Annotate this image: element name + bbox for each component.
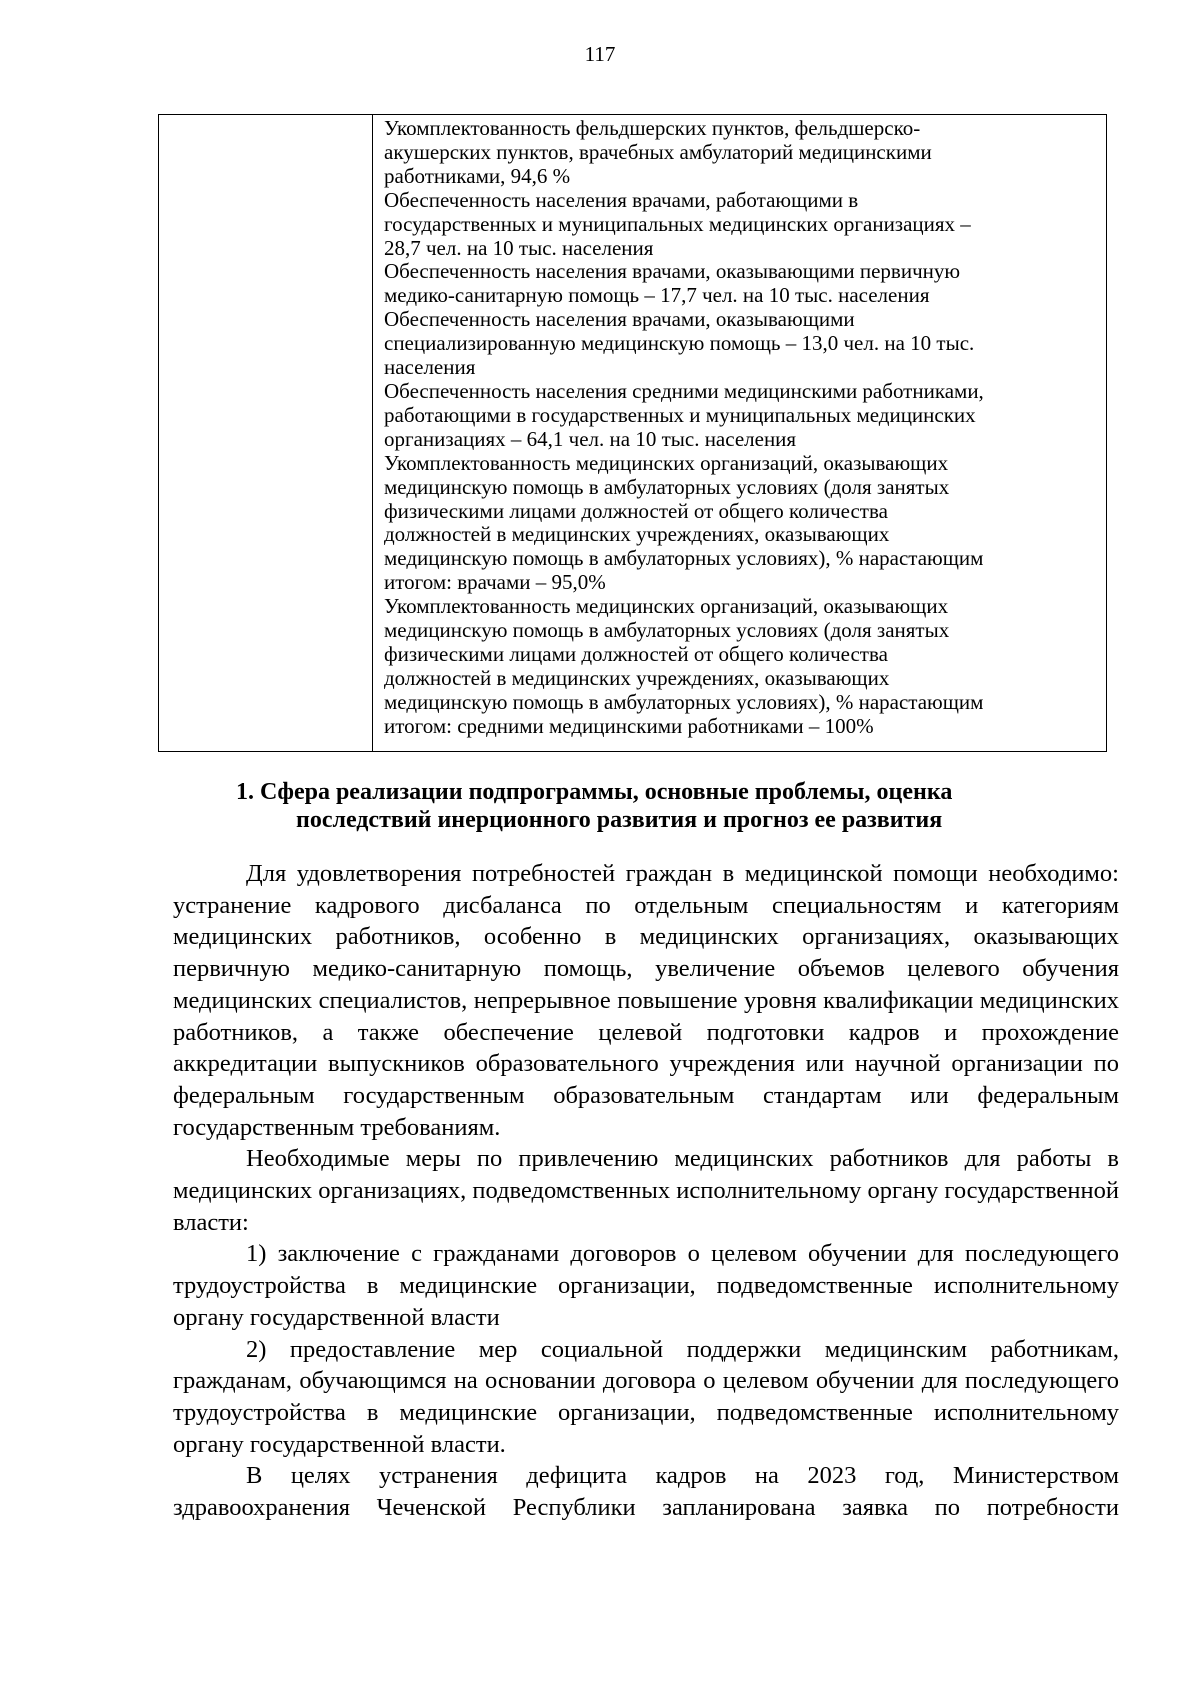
section-heading-line: последствий инерционного развития и прогноз ее развития bbox=[296, 807, 943, 833]
indicator-line: Укомплектованность медицинских организаций, оказывающих bbox=[384, 594, 949, 619]
table-cell-left bbox=[159, 115, 373, 752]
indicator-line: организациях – 64,1 чел. на 10 тыс. населения bbox=[384, 426, 797, 451]
indicator-line: должностей в медицинских учреждениях, оказывающих bbox=[384, 522, 890, 547]
paragraph: Для удовлетворения потребностей граждан в медицинской помощи необходимо: устранение кадрового дисбаланса по отдельным специальностям и категориям медицинских работников, особенно в медицинских организациях, оказывающих первичную медико-санитарную помощь, увеличение объемов целевого обучения медицинских специалистов, непрерывное повышение уровня квалификации медицинских работников, а также обеспечение целевой подготовки кадров и прохождение аккредитации выпускников образовательного учреждения или научной организации по федеральным государственным образовательным стандартам или федеральным государственным требованиям. bbox=[173, 860, 1119, 1141]
table-cell-indicators bbox=[373, 115, 1107, 752]
indicator-line: должностей в медицинских учреждениях, оказывающих bbox=[384, 665, 890, 690]
indicator-line: Обеспеченность населения врачами, работающими в bbox=[384, 187, 859, 212]
indicator-line: Обеспеченность населения врачами, оказывающими первичную bbox=[384, 259, 961, 284]
indicator-line: медицинскую помощь в амбулаторных условиях), % нарастающим bbox=[384, 689, 984, 714]
paragraph: 1) заключение с гражданами договоров о целевом обучении для последующего трудоустройства в медицинские организации, подведомственные исполнительному органу государственной власти bbox=[173, 1240, 1119, 1331]
section-heading-line: 1. Сфера реализации подпрограммы, основные проблемы, оценка bbox=[236, 779, 953, 805]
indicator-line: медицинскую помощь в амбулаторных условиях), % нарастающим bbox=[384, 546, 984, 571]
indicator-line: Укомплектованность медицинских организаций, оказывающих bbox=[384, 450, 949, 475]
paragraph: 2) предоставление мер социальной поддержки медицинским работникам, гражданам, обучающимся на основании договора о целевом обучении для последующего трудоустройства в медицинские организации, подведомственные исполнительному органу государственной власти. bbox=[173, 1335, 1119, 1458]
indicator-line: медико-санитарную помощь – 17,7 чел. на 10 тыс. населения bbox=[384, 283, 930, 308]
indicator-line: специализированную медицинскую помощь – 13,0 чел. на 10 тыс. bbox=[384, 331, 975, 356]
indicator-line: работающими в государственных и муниципальных медицинских bbox=[384, 402, 976, 427]
indicator-line: населения bbox=[384, 355, 476, 380]
indicator-line: государственных и муниципальных медицинских организациях – bbox=[384, 211, 971, 236]
indicator-line: медицинскую помощь в амбулаторных условиях (доля занятых bbox=[384, 474, 950, 499]
indicator-line: акушерских пунктов, врачебных амбулаторий медицинскими bbox=[384, 139, 932, 164]
indicator-list bbox=[373, 115, 1106, 739]
indicator-line: физическими лицами должностей от общего количества bbox=[384, 641, 888, 666]
indicator-table bbox=[158, 114, 1107, 752]
indicator-line: Обеспеченность населения средними медицинскими работниками, bbox=[384, 378, 984, 403]
indicator-line: Обеспеченность населения врачами, оказывающими bbox=[384, 307, 855, 332]
indicator-line: медицинскую помощь в амбулаторных условиях (доля занятых bbox=[384, 618, 950, 643]
table-row bbox=[159, 115, 1107, 752]
indicator-line: работниками, 94,6 % bbox=[384, 163, 571, 188]
page-number: 117 bbox=[584, 42, 616, 66]
indicator-line: Укомплектованность фельдшерских пунктов, фельдшерско- bbox=[384, 116, 921, 140]
paragraph: Необходимые меры по привлечению медицинских работников для работы в медицинских организациях, подведомственных исполнительному органу государственной власти: bbox=[173, 1145, 1119, 1236]
indicator-line: 28,7 чел. на 10 тыс. населения bbox=[384, 235, 654, 260]
indicator-line: физическими лицами должностей от общего количества bbox=[384, 498, 888, 523]
paragraph: В целях устранения дефицита кадров на 2023 год, Министерством здравоохранения Чеченской Республики запланирована заявка по потребности bbox=[173, 1462, 1119, 1522]
indicator-line: итогом: средними медицинскими работниками – 100% bbox=[384, 713, 874, 738]
section-heading bbox=[158, 778, 1107, 834]
indicator-line: итогом: врачами – 95,0% bbox=[384, 570, 606, 595]
body-text bbox=[173, 858, 1119, 1524]
